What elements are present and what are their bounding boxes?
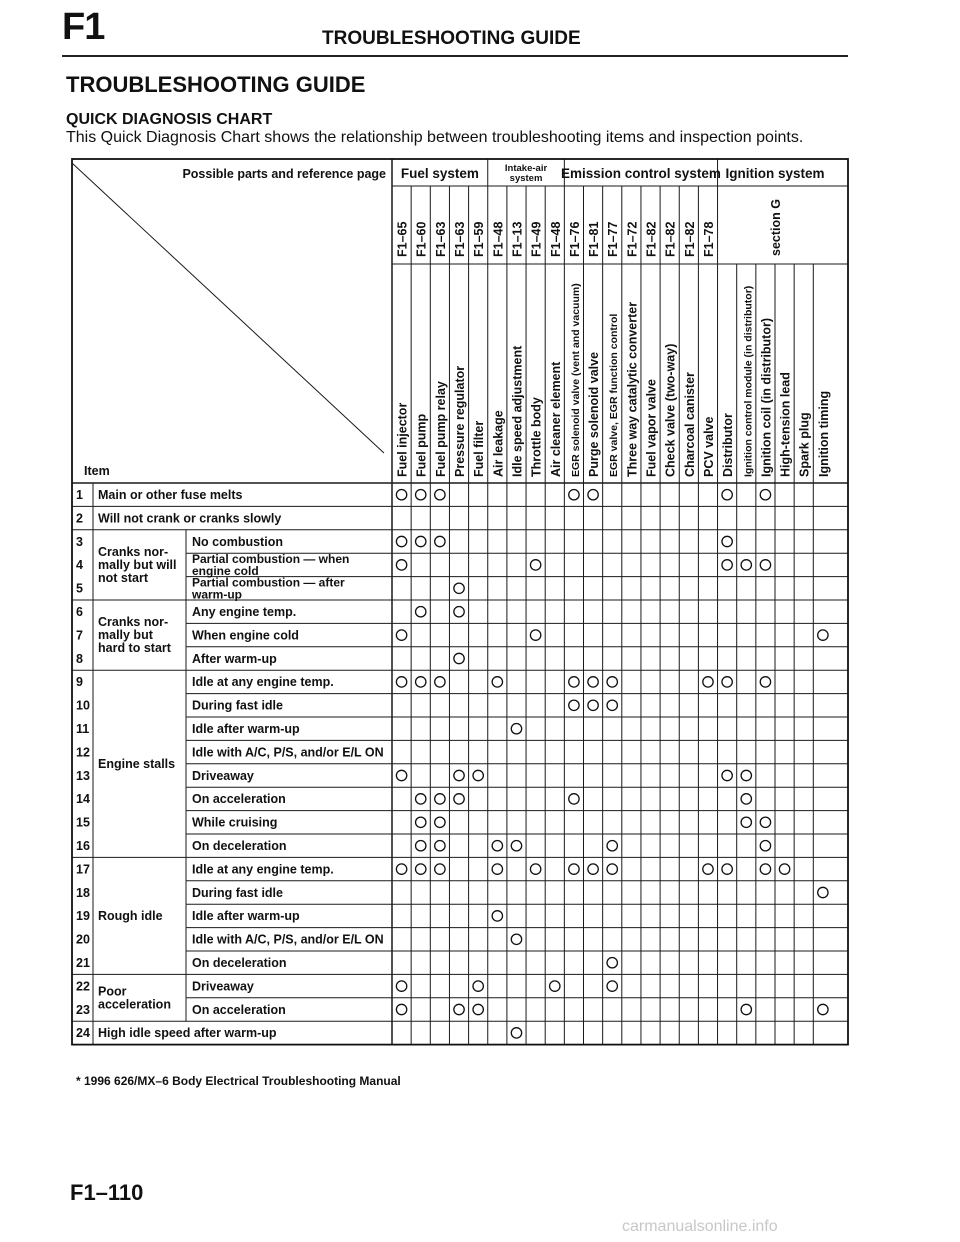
check-mark xyxy=(703,864,713,874)
check-mark xyxy=(722,536,732,546)
check-mark xyxy=(454,583,464,593)
check-mark xyxy=(416,607,426,617)
check-mark xyxy=(435,864,445,874)
check-mark xyxy=(435,841,445,851)
column-name: PCV valve xyxy=(701,416,716,477)
row-number: 9 xyxy=(76,675,83,690)
column-name: Throttle body xyxy=(529,397,544,477)
row-condition: During fast idle xyxy=(192,698,283,713)
check-mark xyxy=(396,560,406,570)
check-mark xyxy=(416,677,426,687)
reference-page: F1–65 xyxy=(395,221,410,257)
corner-label: Possible parts and reference page xyxy=(182,167,386,181)
header-title: TROUBLESHOOTING GUIDE xyxy=(322,28,581,49)
check-mark xyxy=(569,700,579,710)
check-mark xyxy=(569,677,579,687)
check-mark xyxy=(760,841,770,851)
row-condition: Idle with A/C, P/S, and/or E/L ON xyxy=(192,932,384,947)
row-number: 10 xyxy=(76,698,90,713)
row-number: 21 xyxy=(76,956,90,970)
reference-page: F1–78 xyxy=(701,221,716,257)
group-label: Intake-air xyxy=(504,163,548,174)
row-number: 20 xyxy=(76,932,90,947)
check-mark xyxy=(530,560,540,570)
check-mark xyxy=(760,817,770,827)
reference-page: F1–48 xyxy=(491,221,506,257)
watermark-text: carmanualsonline.info xyxy=(622,1218,778,1235)
column-name: Fuel filter xyxy=(472,420,487,477)
row-number: 7 xyxy=(76,628,83,643)
row-condition: On acceleration xyxy=(192,1002,286,1017)
reference-page: F1–76 xyxy=(567,221,582,257)
row-condition: warm-up xyxy=(192,587,243,602)
check-mark xyxy=(416,817,426,827)
check-mark xyxy=(396,630,406,640)
row-condition: Idle with A/C, P/S, and/or E/L ON xyxy=(192,745,384,760)
check-mark xyxy=(473,981,483,991)
row-condition: On deceleration xyxy=(192,839,287,853)
row-number: 17 xyxy=(76,862,90,877)
check-mark xyxy=(416,841,426,851)
column-name: EGR solenoid valve (vent and vacuum) xyxy=(569,283,582,477)
check-mark xyxy=(511,841,521,851)
check-mark xyxy=(722,864,732,874)
check-mark xyxy=(818,887,828,897)
item-label: Item xyxy=(84,464,110,478)
check-mark xyxy=(569,864,579,874)
category-label: Cranks nor- xyxy=(98,544,169,559)
reference-page: F1–72 xyxy=(625,221,640,257)
check-mark xyxy=(511,724,521,734)
column-name: EGR valve, EGR function control xyxy=(608,313,621,477)
reference-page: F1–82 xyxy=(644,221,659,257)
column-name: Ignition control module (in distributor) xyxy=(742,285,755,477)
check-mark xyxy=(779,864,789,874)
section-code: F1 xyxy=(62,6,105,48)
row-number: 13 xyxy=(76,768,90,783)
column-name: Pressure regulator xyxy=(453,365,468,477)
row-condition: Partial combustion — when xyxy=(192,552,350,567)
check-mark xyxy=(396,536,406,546)
check-mark xyxy=(454,607,464,617)
check-mark xyxy=(741,560,751,570)
row-number: 22 xyxy=(76,979,90,994)
group-label: Fuel system xyxy=(400,166,479,181)
check-mark xyxy=(722,770,732,780)
corner-diagonal xyxy=(72,163,384,453)
reference-page: F1–49 xyxy=(529,221,544,257)
check-mark xyxy=(396,1004,406,1014)
check-mark xyxy=(435,817,445,827)
row-condition: Partial combustion — after xyxy=(192,575,345,590)
row-number: 4 xyxy=(76,558,83,573)
reference-page: F1–63 xyxy=(433,221,448,257)
check-mark xyxy=(396,677,406,687)
reference-page: F1–81 xyxy=(587,221,602,257)
column-name: Fuel pump relay xyxy=(433,381,448,477)
row-number: 16 xyxy=(76,839,90,853)
group-label: system xyxy=(509,173,543,184)
check-mark xyxy=(416,864,426,874)
check-mark xyxy=(454,653,464,663)
row-number: 19 xyxy=(76,909,90,924)
category-label: Cranks nor- xyxy=(98,615,169,630)
row-condition: No combustion xyxy=(192,534,283,549)
check-mark xyxy=(722,560,732,570)
check-mark xyxy=(588,864,598,874)
group-label: Ignition system xyxy=(725,166,825,181)
check-mark xyxy=(588,490,598,500)
check-mark xyxy=(435,536,445,546)
check-mark xyxy=(741,794,751,804)
check-mark xyxy=(396,770,406,780)
check-mark xyxy=(607,981,617,991)
row-condition: During fast idle xyxy=(192,885,283,900)
column-name: Three way catalytic converter xyxy=(625,301,640,477)
chart-subtitle: QUICK DIAGNOSIS CHART xyxy=(66,111,273,128)
row-condition: Idle after warm-up xyxy=(192,909,300,924)
row-number: 24 xyxy=(76,1026,90,1041)
row-condition: Driveaway xyxy=(192,979,254,994)
row-number: 8 xyxy=(76,651,83,666)
reference-page: F1–82 xyxy=(682,221,697,257)
category-label: mally but xyxy=(98,628,153,643)
row-item: Will not crank or cranks slowly xyxy=(98,511,282,526)
check-mark xyxy=(607,677,617,687)
column-name: Purge solenoid valve xyxy=(587,351,602,477)
reference-page: F1–63 xyxy=(453,221,468,257)
check-mark xyxy=(396,864,406,874)
row-number: 1 xyxy=(76,488,83,502)
check-mark xyxy=(492,677,502,687)
row-condition: On acceleration xyxy=(192,792,286,807)
column-name: Ignition coil (in distributor) xyxy=(759,317,774,477)
intro-text: This Quick Diagnosis Chart shows the relationship between troubleshooting items and inspection points. xyxy=(66,129,804,146)
column-name: Charcoal canister xyxy=(682,372,697,477)
row-condition: Idle at any engine temp. xyxy=(192,675,334,690)
check-mark xyxy=(435,490,445,500)
check-mark xyxy=(741,1004,751,1014)
check-mark xyxy=(473,1004,483,1014)
check-mark xyxy=(530,864,540,874)
reference-page: F1–82 xyxy=(663,221,678,257)
check-mark xyxy=(416,536,426,546)
column-name: Ignition timing xyxy=(816,390,831,477)
row-number: 23 xyxy=(76,1002,90,1017)
check-mark xyxy=(760,864,770,874)
check-mark xyxy=(492,911,502,921)
row-number: 18 xyxy=(76,885,90,900)
row-condition: Idle at any engine temp. xyxy=(192,862,334,877)
footnote: * 1996 626/MX–6 Body Electrical Troubleshooting Manual xyxy=(76,1074,401,1088)
row-condition: While cruising xyxy=(192,815,278,830)
reference-page: F1–60 xyxy=(414,221,429,257)
column-name: Fuel injector xyxy=(395,402,410,477)
reference-page: F1–48 xyxy=(548,221,563,257)
check-mark xyxy=(741,817,751,827)
row-number: 3 xyxy=(76,534,83,549)
row-number: 11 xyxy=(76,722,90,736)
row-number: 12 xyxy=(76,745,90,760)
column-name: Spark plug xyxy=(797,412,812,477)
row-number: 6 xyxy=(76,605,83,619)
check-mark xyxy=(530,630,540,640)
page-title: TROUBLESHOOTING GUIDE xyxy=(66,72,366,97)
check-mark xyxy=(492,864,502,874)
check-mark xyxy=(511,934,521,944)
check-mark xyxy=(550,981,560,991)
check-mark xyxy=(435,677,445,687)
check-mark xyxy=(511,1028,521,1038)
column-name: Air leakage xyxy=(491,410,506,477)
category-label: acceleration xyxy=(98,997,171,1012)
check-mark xyxy=(722,677,732,687)
check-mark xyxy=(760,560,770,570)
row-condition: On deceleration xyxy=(192,956,287,970)
column-name: Distributor xyxy=(721,413,736,477)
check-mark xyxy=(435,794,445,804)
reference-page: F1–13 xyxy=(510,221,525,257)
check-mark xyxy=(416,794,426,804)
category-label: Poor xyxy=(98,984,127,999)
check-mark xyxy=(396,490,406,500)
check-mark xyxy=(760,677,770,687)
check-mark xyxy=(588,700,598,710)
check-mark xyxy=(396,981,406,991)
category-label: not start xyxy=(98,570,148,585)
row-condition: Driveaway xyxy=(192,768,254,783)
chart-border xyxy=(72,159,848,1045)
check-mark xyxy=(569,490,579,500)
row-number: 5 xyxy=(76,581,83,596)
check-mark xyxy=(454,1004,464,1014)
check-mark xyxy=(607,958,617,968)
category-label: Rough idle xyxy=(98,908,163,923)
check-mark xyxy=(588,677,598,687)
check-mark xyxy=(741,770,751,780)
column-name: Check valve (two-way) xyxy=(663,343,678,477)
check-mark xyxy=(569,794,579,804)
category-label: mally but will xyxy=(98,557,177,572)
row-number: 14 xyxy=(76,792,90,807)
page-number: F1–110 xyxy=(70,1180,144,1205)
row-condition: Idle after warm-up xyxy=(192,722,300,736)
check-mark xyxy=(760,490,770,500)
row-number: 2 xyxy=(76,511,83,526)
column-name: Fuel pump xyxy=(414,413,429,477)
row-condition: engine cold xyxy=(192,564,259,579)
check-mark xyxy=(607,864,617,874)
check-mark xyxy=(454,794,464,804)
check-mark xyxy=(703,677,713,687)
column-name: Air cleaner element xyxy=(548,361,563,477)
group-label: Emission control system xyxy=(561,166,721,181)
reference-page: F1–59 xyxy=(472,221,487,257)
category-label: hard to start xyxy=(98,641,171,656)
check-mark xyxy=(607,841,617,851)
check-mark xyxy=(492,841,502,851)
row-condition: When engine cold xyxy=(192,628,299,643)
row-condition: Any engine temp. xyxy=(192,605,297,619)
check-mark xyxy=(416,490,426,500)
column-name: Fuel vapor valve xyxy=(644,379,659,477)
check-mark xyxy=(722,490,732,500)
check-mark xyxy=(607,700,617,710)
row-number: 15 xyxy=(76,815,90,830)
row-item: Main or other fuse melts xyxy=(98,488,243,502)
check-mark xyxy=(454,770,464,780)
column-name: Idle speed adjustment xyxy=(510,345,525,477)
row-condition: After warm-up xyxy=(192,651,277,666)
check-mark xyxy=(473,770,483,780)
column-name: High-tension lead xyxy=(778,372,793,477)
reference-page: F1–77 xyxy=(606,221,621,257)
category-label: Engine stalls xyxy=(98,756,176,771)
reference-page: section G xyxy=(769,199,783,256)
check-mark xyxy=(818,1004,828,1014)
row-item: High idle speed after warm-up xyxy=(98,1026,277,1041)
check-mark xyxy=(818,630,828,640)
